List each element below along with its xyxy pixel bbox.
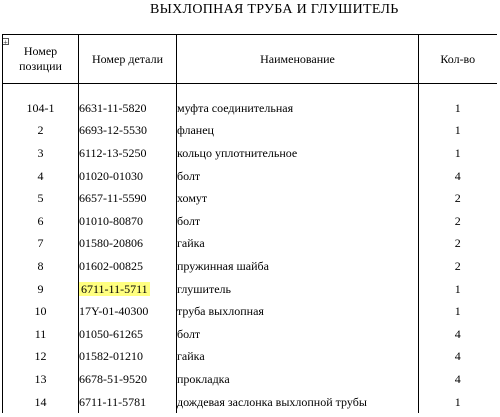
table-row — [3, 187, 497, 210]
spacer-row — [3, 84, 497, 98]
table-row — [3, 142, 497, 165]
position-cell: 8 — [3, 255, 79, 278]
quantity-cell: 2 — [454, 258, 461, 273]
part-name-cell: гайка — [177, 233, 419, 256]
header-qty: Кол-во — [419, 35, 497, 84]
part-number: 17Y-01-40300 — [79, 304, 149, 319]
part-number: 6693-12-5530 — [79, 123, 147, 138]
quantity-cell: 2 — [454, 191, 461, 206]
part-number: 6678-51-9520 — [79, 371, 147, 386]
table-anchor-icon: + — [3, 38, 8, 47]
table-row — [3, 346, 497, 369]
quantity-cell: 1 — [454, 100, 461, 115]
header-position-line1: Номер — [23, 44, 58, 58]
part-number-cell — [79, 368, 177, 391]
position-cell: 14 — [3, 391, 79, 414]
position-cell: 4 — [3, 165, 79, 188]
part-number-cell — [79, 187, 177, 210]
header-position — [3, 35, 79, 84]
position-cell: 2 — [3, 120, 79, 143]
part-number: 01010-80870 — [79, 213, 143, 228]
part-number-cell — [79, 120, 177, 143]
part-number-cell — [79, 300, 177, 323]
table-row — [3, 300, 497, 323]
quantity-cell: 1 — [454, 304, 461, 319]
position-cell: 11 — [3, 323, 79, 346]
part-name-cell: болт — [177, 210, 419, 233]
part-name-cell: муфта соединительная — [177, 97, 419, 120]
table-row — [3, 391, 497, 414]
part-number-cell — [79, 255, 177, 278]
part-number-cell — [79, 346, 177, 369]
part-number-cell — [79, 391, 177, 414]
quantity-cell: 1 — [454, 281, 461, 296]
part-number: 6631-11-5820 — [79, 100, 147, 115]
part-number-cell — [79, 233, 177, 256]
quantity-cell: 2 — [454, 213, 461, 228]
part-name-cell: болт — [177, 323, 419, 346]
part-number: 01580-20806 — [79, 236, 143, 251]
part-name-cell: пружинная шайба — [177, 255, 419, 278]
position-cell: 5 — [3, 187, 79, 210]
quantity-cell: 4 — [454, 168, 461, 183]
part-name-cell: хомут — [177, 187, 419, 210]
table-row — [3, 120, 497, 143]
position-cell: 7 — [3, 233, 79, 256]
part-number: 01582-01210 — [79, 349, 143, 364]
part-number: 6657-11-5590 — [79, 191, 147, 206]
quantity-cell: 1 — [454, 394, 461, 409]
parts-table — [2, 34, 497, 413]
table-row — [3, 278, 497, 301]
header-part-number: Номер детали — [79, 35, 177, 84]
part-number: 01602-00825 — [79, 258, 143, 273]
position-cell: 12 — [3, 346, 79, 369]
table-row — [3, 210, 497, 233]
position-cell: 3 — [3, 142, 79, 165]
highlighted-part-number: 6711-11-5711 — [81, 281, 148, 296]
position-cell: 13 — [3, 368, 79, 391]
quantity-cell: 2 — [454, 236, 461, 251]
part-number: 01050-61265 — [79, 326, 143, 341]
part-name-cell: дождевая заслонка выхлопной трубы — [177, 391, 419, 414]
part-name-cell: прокладка — [177, 368, 419, 391]
quantity-cell: 1 — [454, 145, 461, 160]
part-number: 6112-13-5250 — [79, 145, 147, 160]
part-name-cell: глушитель — [177, 278, 419, 301]
part-number-cell — [79, 323, 177, 346]
part-number-cell — [79, 97, 177, 120]
quantity-cell: 4 — [454, 349, 461, 364]
header-row — [3, 35, 497, 84]
part-number-cell — [79, 165, 177, 188]
table-row — [3, 368, 497, 391]
position-cell: 9 — [3, 278, 79, 301]
part-name-cell: гайка — [177, 346, 419, 369]
part-number-cell — [79, 142, 177, 165]
table-row — [3, 165, 497, 188]
part-name-cell: труба выхлопная — [177, 300, 419, 323]
part-name-cell: болт — [177, 165, 419, 188]
header-name: Наименование — [177, 35, 419, 84]
part-name-cell: фланец — [177, 120, 419, 143]
position-cell: 6 — [3, 210, 79, 233]
part-number: 01020-01030 — [79, 168, 143, 183]
quantity-cell: 4 — [454, 371, 461, 386]
part-number-cell — [79, 210, 177, 233]
position-cell: 104-1 — [3, 97, 79, 120]
table-row — [3, 255, 497, 278]
part-name-cell: кольцо уплотнительное — [177, 142, 419, 165]
quantity-cell: 1 — [454, 123, 461, 138]
part-number: 6711-11-5781 — [79, 394, 147, 409]
quantity-cell: 4 — [454, 326, 461, 341]
header-position-line2: позиции — [19, 59, 62, 73]
table-row — [3, 97, 497, 120]
table-row — [3, 233, 497, 256]
part-number-cell — [79, 278, 177, 301]
position-cell: 10 — [3, 300, 79, 323]
table-row — [3, 323, 497, 346]
page-title: ВЫХЛОПНАЯ ТРУБА И ГЛУШИТЕЛЬ — [150, 2, 399, 17]
